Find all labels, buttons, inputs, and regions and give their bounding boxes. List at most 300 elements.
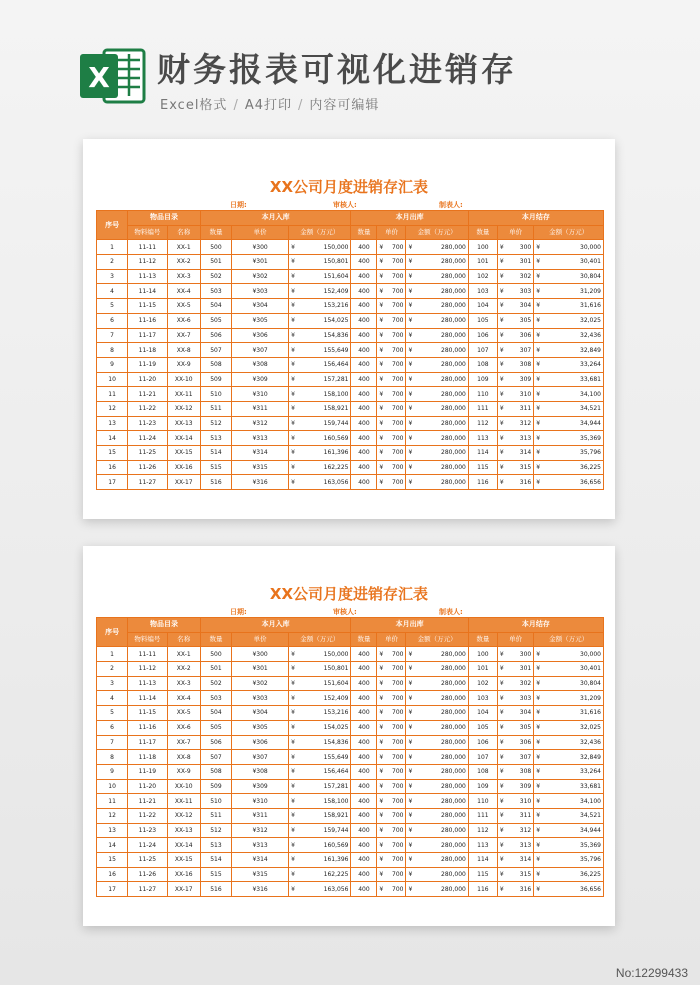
name-cell: XX-5 bbox=[167, 299, 200, 314]
qty-out-cell: 400 bbox=[351, 779, 377, 794]
qty-out-cell: 400 bbox=[351, 794, 377, 809]
code-cell: 11-14 bbox=[128, 284, 167, 299]
currency-symbol: ¥ bbox=[289, 735, 299, 750]
qty-out-cell: 400 bbox=[351, 676, 377, 691]
currency-symbol: ¥ bbox=[497, 676, 507, 691]
qty-in-cell: 502 bbox=[200, 269, 231, 284]
code-cell: 11-15 bbox=[128, 299, 167, 314]
code-cell: 11-21 bbox=[128, 794, 167, 809]
currency-symbol: ¥ bbox=[377, 779, 387, 794]
amount-in-cell: 163,056 bbox=[299, 475, 351, 490]
code-cell: 11-27 bbox=[128, 475, 167, 490]
table-row bbox=[97, 416, 604, 431]
header-amount: 金额（万元） bbox=[289, 225, 351, 240]
currency-symbol: ¥ bbox=[497, 706, 507, 721]
tag-format: Excel格式 bbox=[160, 98, 228, 113]
currency-symbol: ¥ bbox=[289, 401, 299, 416]
currency-symbol: ¥ bbox=[289, 647, 299, 662]
amount-stock-cell: 36,225 bbox=[544, 867, 603, 882]
price-in-cell: ¥307 bbox=[232, 750, 289, 765]
name-cell: XX-13 bbox=[167, 823, 200, 838]
qty-out-cell: 400 bbox=[351, 764, 377, 779]
amount-in-cell: 153,216 bbox=[299, 299, 351, 314]
currency-symbol: ¥ bbox=[289, 343, 299, 358]
currency-symbol: ¥ bbox=[377, 735, 387, 750]
qty-stock-cell: 110 bbox=[468, 794, 497, 809]
currency-symbol: ¥ bbox=[289, 750, 299, 765]
name-cell: XX-8 bbox=[167, 343, 200, 358]
currency-symbol: ¥ bbox=[406, 779, 416, 794]
table-row bbox=[97, 853, 604, 868]
price-stock-cell: 311 bbox=[508, 401, 534, 416]
table-row bbox=[97, 662, 604, 677]
currency-symbol: ¥ bbox=[406, 720, 416, 735]
price-out-cell: 700 bbox=[387, 475, 406, 490]
header-stock-out: 本月出库 bbox=[351, 618, 468, 633]
currency-symbol: ¥ bbox=[497, 372, 507, 387]
currency-symbol: ¥ bbox=[406, 808, 416, 823]
name-cell: XX-11 bbox=[167, 794, 200, 809]
table-row bbox=[97, 240, 604, 255]
price-stock-cell: 302 bbox=[508, 269, 534, 284]
currency-symbol: ¥ bbox=[406, 475, 416, 490]
amount-out-cell: 280,000 bbox=[416, 313, 468, 328]
currency-symbol: ¥ bbox=[406, 357, 416, 372]
table-row bbox=[97, 284, 604, 299]
price-in-cell: ¥304 bbox=[232, 299, 289, 314]
amount-out-cell: 280,000 bbox=[416, 882, 468, 897]
amount-out-cell: 280,000 bbox=[416, 372, 468, 387]
currency-symbol: ¥ bbox=[377, 808, 387, 823]
price-stock-cell: 316 bbox=[508, 882, 534, 897]
qty-stock-cell: 101 bbox=[468, 662, 497, 677]
amount-out-cell: 280,000 bbox=[416, 460, 468, 475]
amount-out-cell: 280,000 bbox=[416, 867, 468, 882]
price-in-cell: ¥306 bbox=[232, 735, 289, 750]
table-row bbox=[97, 750, 604, 765]
qty-out-cell: 400 bbox=[351, 750, 377, 765]
amount-stock-cell: 36,656 bbox=[544, 475, 603, 490]
currency-symbol: ¥ bbox=[497, 853, 507, 868]
code-cell: 11-17 bbox=[128, 735, 167, 750]
reviewer-label: 审核人: bbox=[333, 201, 357, 209]
price-stock-cell: 315 bbox=[508, 460, 534, 475]
currency-symbol: ¥ bbox=[289, 269, 299, 284]
amount-out-cell: 280,000 bbox=[416, 662, 468, 677]
amount-stock-cell: 34,100 bbox=[544, 794, 603, 809]
amount-stock-cell: 31,616 bbox=[544, 299, 603, 314]
code-cell: 11-20 bbox=[128, 779, 167, 794]
currency-symbol: ¥ bbox=[406, 313, 416, 328]
amount-out-cell: 280,000 bbox=[416, 647, 468, 662]
seq-cell: 11 bbox=[97, 794, 128, 809]
seq-cell: 17 bbox=[97, 882, 128, 897]
qty-out-cell: 400 bbox=[351, 372, 377, 387]
name-cell: XX-3 bbox=[167, 676, 200, 691]
currency-symbol: ¥ bbox=[289, 823, 299, 838]
price-in-cell: ¥304 bbox=[232, 706, 289, 721]
name-cell: XX-10 bbox=[167, 372, 200, 387]
qty-out-cell: 400 bbox=[351, 416, 377, 431]
amount-in-cell: 155,649 bbox=[299, 343, 351, 358]
amount-out-cell: 280,000 bbox=[416, 794, 468, 809]
price-out-cell: 700 bbox=[387, 357, 406, 372]
amount-in-cell: 161,396 bbox=[299, 446, 351, 461]
header-price: 单价 bbox=[497, 225, 533, 240]
price-in-cell: ¥309 bbox=[232, 372, 289, 387]
currency-symbol: ¥ bbox=[377, 255, 387, 270]
name-cell: XX-6 bbox=[167, 313, 200, 328]
currency-symbol: ¥ bbox=[534, 706, 544, 721]
amount-stock-cell: 32,436 bbox=[544, 328, 603, 343]
price-out-cell: 700 bbox=[387, 882, 406, 897]
table-row bbox=[97, 720, 604, 735]
currency-symbol: ¥ bbox=[534, 779, 544, 794]
currency-symbol: ¥ bbox=[377, 853, 387, 868]
qty-stock-cell: 111 bbox=[468, 808, 497, 823]
name-cell: XX-1 bbox=[167, 240, 200, 255]
qty-stock-cell: 106 bbox=[468, 328, 497, 343]
price-in-cell: ¥306 bbox=[232, 328, 289, 343]
currency-symbol: ¥ bbox=[534, 343, 544, 358]
currency-symbol: ¥ bbox=[406, 328, 416, 343]
amount-out-cell: 280,000 bbox=[416, 240, 468, 255]
qty-stock-cell: 113 bbox=[468, 838, 497, 853]
qty-in-cell: 513 bbox=[200, 838, 231, 853]
name-cell: XX-14 bbox=[167, 838, 200, 853]
seq-cell: 6 bbox=[97, 313, 128, 328]
price-out-cell: 700 bbox=[387, 431, 406, 446]
amount-in-cell: 150,000 bbox=[299, 240, 351, 255]
price-stock-cell: 303 bbox=[508, 691, 534, 706]
price-in-cell: ¥301 bbox=[232, 662, 289, 677]
table-row bbox=[97, 328, 604, 343]
price-stock-cell: 304 bbox=[508, 299, 534, 314]
currency-symbol: ¥ bbox=[377, 838, 387, 853]
qty-out-cell: 400 bbox=[351, 343, 377, 358]
price-out-cell: 700 bbox=[387, 867, 406, 882]
name-cell: XX-16 bbox=[167, 460, 200, 475]
sheet-title: XX公司月度进销存汇表 bbox=[269, 178, 429, 196]
amount-out-cell: 280,000 bbox=[416, 735, 468, 750]
amount-out-cell: 280,000 bbox=[416, 387, 468, 402]
qty-in-cell: 505 bbox=[200, 720, 231, 735]
currency-symbol: ¥ bbox=[377, 823, 387, 838]
currency-symbol: ¥ bbox=[497, 284, 507, 299]
currency-symbol: ¥ bbox=[497, 357, 507, 372]
price-out-cell: 700 bbox=[387, 853, 406, 868]
price-out-cell: 700 bbox=[387, 750, 406, 765]
currency-symbol: ¥ bbox=[289, 867, 299, 882]
amount-out-cell: 280,000 bbox=[416, 343, 468, 358]
seq-cell: 16 bbox=[97, 460, 128, 475]
amount-in-cell: 158,921 bbox=[299, 808, 351, 823]
price-in-cell: ¥300 bbox=[232, 240, 289, 255]
price-stock-cell: 302 bbox=[508, 676, 534, 691]
table-row bbox=[97, 735, 604, 750]
qty-stock-cell: 109 bbox=[468, 372, 497, 387]
qty-out-cell: 400 bbox=[351, 475, 377, 490]
table-row bbox=[97, 387, 604, 402]
qty-stock-cell: 102 bbox=[468, 269, 497, 284]
amount-stock-cell: 32,849 bbox=[544, 750, 603, 765]
price-in-cell: ¥312 bbox=[232, 823, 289, 838]
currency-symbol: ¥ bbox=[289, 706, 299, 721]
qty-in-cell: 501 bbox=[200, 662, 231, 677]
currency-symbol: ¥ bbox=[497, 882, 507, 897]
qty-in-cell: 504 bbox=[200, 706, 231, 721]
price-out-cell: 700 bbox=[387, 691, 406, 706]
price-in-cell: ¥301 bbox=[232, 255, 289, 270]
table-row bbox=[97, 372, 604, 387]
price-in-cell: ¥302 bbox=[232, 676, 289, 691]
seq-cell: 10 bbox=[97, 372, 128, 387]
code-cell: 11-23 bbox=[128, 416, 167, 431]
qty-out-cell: 400 bbox=[351, 691, 377, 706]
currency-symbol: ¥ bbox=[289, 853, 299, 868]
amount-stock-cell: 31,616 bbox=[544, 706, 603, 721]
currency-symbol: ¥ bbox=[377, 372, 387, 387]
code-cell: 11-16 bbox=[128, 720, 167, 735]
qty-stock-cell: 116 bbox=[468, 882, 497, 897]
currency-symbol: ¥ bbox=[534, 475, 544, 490]
table-row bbox=[97, 460, 604, 475]
amount-out-cell: 280,000 bbox=[416, 808, 468, 823]
qty-out-cell: 400 bbox=[351, 387, 377, 402]
amount-stock-cell: 34,100 bbox=[544, 387, 603, 402]
amount-in-cell: 161,396 bbox=[299, 853, 351, 868]
amount-stock-cell: 30,804 bbox=[544, 676, 603, 691]
currency-symbol: ¥ bbox=[289, 299, 299, 314]
currency-symbol: ¥ bbox=[377, 416, 387, 431]
qty-stock-cell: 105 bbox=[468, 720, 497, 735]
price-out-cell: 700 bbox=[387, 372, 406, 387]
table-row bbox=[97, 446, 604, 461]
currency-symbol: ¥ bbox=[289, 764, 299, 779]
currency-symbol: ¥ bbox=[406, 299, 416, 314]
name-cell: XX-15 bbox=[167, 446, 200, 461]
currency-symbol: ¥ bbox=[534, 764, 544, 779]
price-in-cell: ¥316 bbox=[232, 475, 289, 490]
qty-out-cell: 400 bbox=[351, 647, 377, 662]
price-in-cell: ¥300 bbox=[232, 647, 289, 662]
header-stock-in: 本月入库 bbox=[200, 211, 351, 226]
currency-symbol: ¥ bbox=[289, 808, 299, 823]
amount-stock-cell: 32,025 bbox=[544, 313, 603, 328]
currency-symbol: ¥ bbox=[534, 882, 544, 897]
qty-stock-cell: 102 bbox=[468, 676, 497, 691]
seq-cell: 13 bbox=[97, 823, 128, 838]
amount-in-cell: 152,409 bbox=[299, 284, 351, 299]
qty-out-cell: 400 bbox=[351, 867, 377, 882]
qty-stock-cell: 114 bbox=[468, 446, 497, 461]
currency-symbol: ¥ bbox=[289, 446, 299, 461]
amount-out-cell: 280,000 bbox=[416, 823, 468, 838]
currency-symbol: ¥ bbox=[289, 882, 299, 897]
qty-out-cell: 400 bbox=[351, 662, 377, 677]
price-out-cell: 700 bbox=[387, 328, 406, 343]
header-name: 名称 bbox=[167, 632, 200, 647]
code-cell: 11-18 bbox=[128, 750, 167, 765]
seq-cell: 8 bbox=[97, 343, 128, 358]
qty-in-cell: 511 bbox=[200, 401, 231, 416]
currency-symbol: ¥ bbox=[406, 676, 416, 691]
currency-symbol: ¥ bbox=[406, 343, 416, 358]
amount-stock-cell: 32,436 bbox=[544, 735, 603, 750]
currency-symbol: ¥ bbox=[377, 446, 387, 461]
currency-symbol: ¥ bbox=[289, 475, 299, 490]
name-cell: XX-17 bbox=[167, 475, 200, 490]
qty-stock-cell: 115 bbox=[468, 460, 497, 475]
currency-symbol: ¥ bbox=[289, 372, 299, 387]
qty-stock-cell: 108 bbox=[468, 764, 497, 779]
price-in-cell: ¥313 bbox=[232, 838, 289, 853]
qty-stock-cell: 103 bbox=[468, 691, 497, 706]
seq-cell: 1 bbox=[97, 240, 128, 255]
currency-symbol: ¥ bbox=[534, 240, 544, 255]
price-stock-cell: 308 bbox=[508, 764, 534, 779]
amount-out-cell: 280,000 bbox=[416, 720, 468, 735]
price-stock-cell: 309 bbox=[508, 372, 534, 387]
currency-symbol: ¥ bbox=[497, 240, 507, 255]
amount-stock-cell: 30,000 bbox=[544, 240, 603, 255]
currency-symbol: ¥ bbox=[497, 313, 507, 328]
price-stock-cell: 304 bbox=[508, 706, 534, 721]
price-stock-cell: 301 bbox=[508, 662, 534, 677]
currency-symbol: ¥ bbox=[377, 706, 387, 721]
currency-symbol: ¥ bbox=[289, 431, 299, 446]
currency-symbol: ¥ bbox=[406, 401, 416, 416]
currency-symbol: ¥ bbox=[497, 691, 507, 706]
currency-symbol: ¥ bbox=[534, 446, 544, 461]
amount-stock-cell: 30,000 bbox=[544, 647, 603, 662]
price-stock-cell: 306 bbox=[508, 735, 534, 750]
currency-symbol: ¥ bbox=[406, 882, 416, 897]
price-in-cell: ¥316 bbox=[232, 882, 289, 897]
header-amount: 金额（万元） bbox=[406, 225, 468, 240]
name-cell: XX-11 bbox=[167, 387, 200, 402]
qty-stock-cell: 112 bbox=[468, 416, 497, 431]
currency-symbol: ¥ bbox=[406, 647, 416, 662]
price-in-cell: ¥313 bbox=[232, 431, 289, 446]
amount-in-cell: 163,056 bbox=[299, 882, 351, 897]
qty-in-cell: 508 bbox=[200, 764, 231, 779]
seq-cell: 2 bbox=[97, 662, 128, 677]
amount-stock-cell: 35,796 bbox=[544, 446, 603, 461]
currency-symbol: ¥ bbox=[497, 647, 507, 662]
header-amount: 金额（万元） bbox=[534, 632, 604, 647]
price-stock-cell: 316 bbox=[508, 475, 534, 490]
qty-in-cell: 507 bbox=[200, 750, 231, 765]
currency-symbol: ¥ bbox=[534, 838, 544, 853]
qty-stock-cell: 115 bbox=[468, 867, 497, 882]
currency-symbol: ¥ bbox=[534, 794, 544, 809]
inventory-table bbox=[96, 210, 604, 490]
price-out-cell: 700 bbox=[387, 240, 406, 255]
currency-symbol: ¥ bbox=[377, 676, 387, 691]
currency-symbol: ¥ bbox=[377, 401, 387, 416]
currency-symbol: ¥ bbox=[377, 357, 387, 372]
price-stock-cell: 314 bbox=[508, 853, 534, 868]
code-cell: 11-23 bbox=[128, 823, 167, 838]
currency-symbol: ¥ bbox=[406, 691, 416, 706]
currency-symbol: ¥ bbox=[289, 255, 299, 270]
currency-symbol: ¥ bbox=[406, 255, 416, 270]
price-stock-cell: 312 bbox=[508, 823, 534, 838]
code-cell: 11-27 bbox=[128, 882, 167, 897]
name-cell: XX-9 bbox=[167, 357, 200, 372]
amount-out-cell: 280,000 bbox=[416, 255, 468, 270]
qty-stock-cell: 100 bbox=[468, 647, 497, 662]
currency-symbol: ¥ bbox=[534, 735, 544, 750]
currency-symbol: ¥ bbox=[497, 779, 507, 794]
amount-in-cell: 156,464 bbox=[299, 764, 351, 779]
code-cell: 11-19 bbox=[128, 764, 167, 779]
amount-out-cell: 280,000 bbox=[416, 779, 468, 794]
seq-cell: 6 bbox=[97, 720, 128, 735]
currency-symbol: ¥ bbox=[377, 313, 387, 328]
table-row bbox=[97, 764, 604, 779]
qty-in-cell: 512 bbox=[200, 823, 231, 838]
amount-out-cell: 280,000 bbox=[416, 838, 468, 853]
code-cell: 11-11 bbox=[128, 647, 167, 662]
code-cell: 11-18 bbox=[128, 343, 167, 358]
currency-symbol: ¥ bbox=[497, 764, 507, 779]
currency-symbol: ¥ bbox=[406, 867, 416, 882]
header-stock-balance: 本月结存 bbox=[468, 618, 603, 633]
table-row bbox=[97, 343, 604, 358]
currency-symbol: ¥ bbox=[289, 838, 299, 853]
qty-in-cell: 516 bbox=[200, 475, 231, 490]
code-cell: 11-26 bbox=[128, 867, 167, 882]
amount-out-cell: 280,000 bbox=[416, 706, 468, 721]
price-stock-cell: 310 bbox=[508, 794, 534, 809]
code-cell: 11-12 bbox=[128, 662, 167, 677]
header-qty: 数量 bbox=[468, 632, 497, 647]
seq-cell: 8 bbox=[97, 750, 128, 765]
qty-out-cell: 400 bbox=[351, 446, 377, 461]
code-cell: 11-25 bbox=[128, 446, 167, 461]
name-cell: XX-15 bbox=[167, 853, 200, 868]
currency-symbol: ¥ bbox=[289, 387, 299, 402]
price-out-cell: 700 bbox=[387, 662, 406, 677]
qty-stock-cell: 104 bbox=[468, 706, 497, 721]
qty-stock-cell: 107 bbox=[468, 343, 497, 358]
currency-symbol: ¥ bbox=[534, 750, 544, 765]
amount-out-cell: 280,000 bbox=[416, 416, 468, 431]
name-cell: XX-1 bbox=[167, 647, 200, 662]
page-title: 财务报表可视化进销存 bbox=[157, 50, 517, 89]
code-cell: 11-17 bbox=[128, 328, 167, 343]
name-cell: XX-16 bbox=[167, 867, 200, 882]
price-out-cell: 700 bbox=[387, 460, 406, 475]
table-row bbox=[97, 882, 604, 897]
seq-cell: 1 bbox=[97, 647, 128, 662]
currency-symbol: ¥ bbox=[289, 313, 299, 328]
currency-symbol: ¥ bbox=[377, 867, 387, 882]
currency-symbol: ¥ bbox=[497, 387, 507, 402]
qty-out-cell: 400 bbox=[351, 255, 377, 270]
currency-symbol: ¥ bbox=[534, 387, 544, 402]
header-name: 名称 bbox=[167, 225, 200, 240]
table-body bbox=[97, 240, 604, 490]
currency-symbol: ¥ bbox=[377, 750, 387, 765]
qty-stock-cell: 108 bbox=[468, 357, 497, 372]
amount-stock-cell: 35,369 bbox=[544, 431, 603, 446]
price-out-cell: 700 bbox=[387, 313, 406, 328]
currency-symbol: ¥ bbox=[534, 676, 544, 691]
qty-out-cell: 400 bbox=[351, 357, 377, 372]
